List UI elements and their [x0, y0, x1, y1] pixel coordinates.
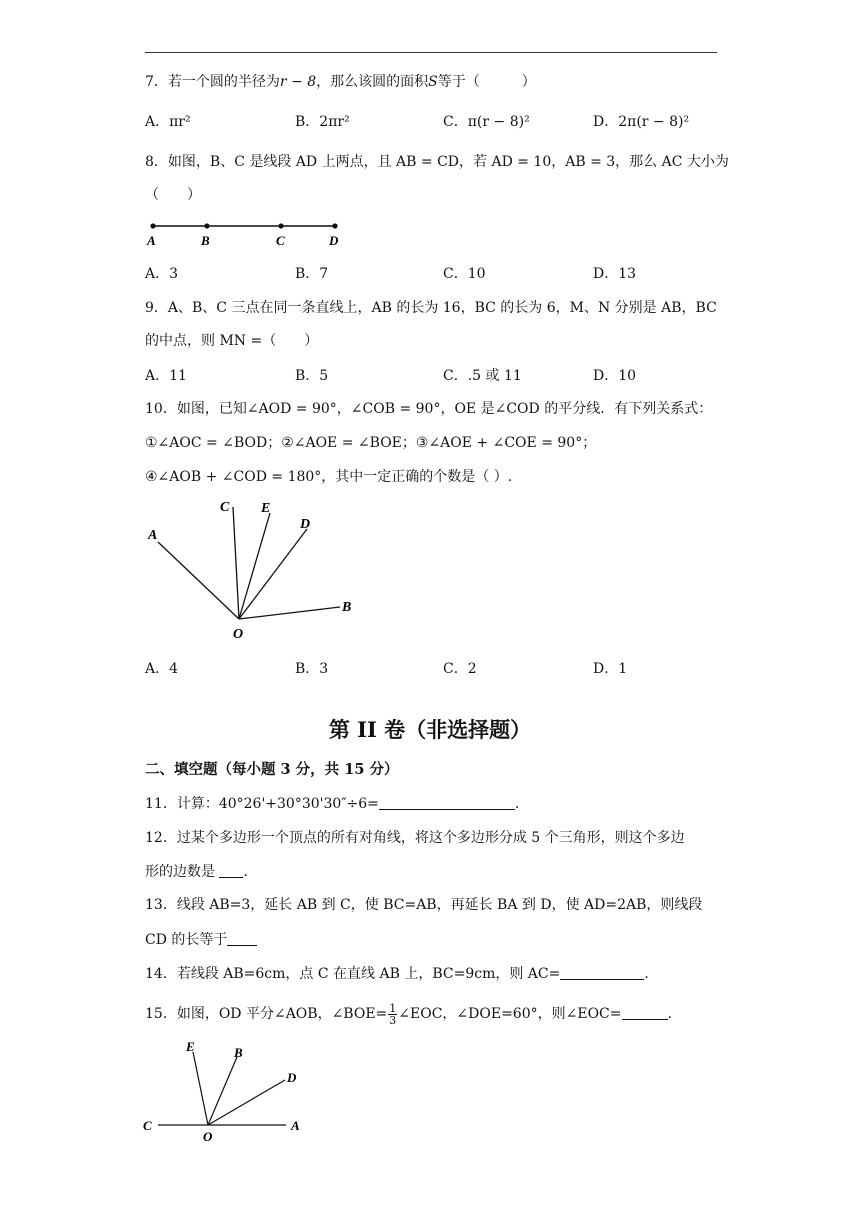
q7-option-d: D．2π(r − 8)²	[593, 114, 690, 130]
ray-ob	[208, 1057, 237, 1125]
q9-option-c: C．.5 或 11	[443, 368, 522, 384]
q8-stem-line1: 8．如图，B、C 是线段 AD 上两点，且 AB = CD，若 AD = 10，AB = 3，那么 AC 大小为	[145, 154, 729, 170]
point-b	[204, 223, 209, 228]
q13-stem-line1: 13．线段 AB=3，延长 AB 到 C，使 BC=AB，再延长 BA 到 D，使 AD=2AB，则线段	[145, 897, 703, 913]
q10-option-b: B．3	[295, 661, 329, 677]
q15-fraction: $\frac{1}{3}$	[389, 1001, 397, 1027]
label-d: D	[287, 1070, 297, 1085]
label-c: C	[276, 233, 285, 248]
label-e: E	[186, 1039, 195, 1054]
q15-stem: 15．如图，OD 平分∠AOB，∠BOE= $\frac{1}{3}$ ∠EOC，∠DOE=60°，则∠EOC= .	[145, 1001, 672, 1027]
ray-od	[208, 1080, 285, 1125]
ray-ob	[239, 607, 340, 619]
label-c: C	[143, 1118, 152, 1133]
q7-stem: 7．若一个圆的半径为r − 8，那么该圆的面积S等于（ ）	[145, 74, 536, 90]
label-b: B	[342, 600, 352, 615]
label-d: D	[300, 517, 311, 532]
q9-option-b: B．5	[295, 368, 329, 384]
label-a: A	[148, 528, 158, 543]
label-e: E	[261, 501, 271, 516]
q9-stem-line1: 9．A、B、C 三点在同一条直线上，AB 的长为 16，BC 的长为 6，M、N 分别是 AB，BC	[145, 300, 717, 316]
q11-stem: 11．计算：40°26'+30°30'30″÷6= .	[145, 796, 520, 812]
q8-option-c: C．10	[443, 266, 486, 282]
label-o: O	[203, 1129, 213, 1144]
q13-stem-line2: CD 的长等于	[145, 930, 257, 950]
label-d: D	[329, 233, 339, 248]
q13-answer-blank	[227, 931, 257, 946]
q8-segment-figure	[140, 215, 350, 251]
q8-stem-line2: （ ）	[145, 187, 201, 203]
q10-stem-line1: 10．如图，已知∠AOD = 90°，∠COB = 90°，OE 是∠COD 的平分线．有下列关系式：	[145, 401, 713, 417]
header-rule	[145, 52, 717, 53]
label-b: B	[234, 1045, 243, 1060]
q9-stem-line2: 的中点，则 MN =（ ）	[145, 333, 319, 349]
q15-answer-blank	[622, 1005, 668, 1020]
q12-stem-line2: 形的边数是 .	[145, 864, 248, 880]
point-d	[332, 223, 337, 228]
point-a	[150, 223, 155, 228]
q10-option-c: C．2	[443, 661, 477, 677]
label-a: A	[147, 233, 156, 248]
q11-answer-blank	[379, 795, 515, 810]
ray-oa	[158, 542, 239, 619]
q10-stem-line3: ④∠AOB + ∠COD = 180°，其中一定正确的个数是（ ）.	[145, 469, 513, 485]
q8-option-a: A．3	[145, 266, 179, 282]
q7-option-c: C．π(r − 8)²	[443, 114, 530, 130]
q8-option-b: B．7	[295, 266, 329, 282]
point-c	[278, 223, 283, 228]
q15-angle-figure	[140, 1035, 310, 1147]
q9-option-d: D．10	[593, 368, 637, 384]
ray-oe	[193, 1052, 208, 1125]
q14-answer-blank	[560, 965, 644, 980]
label-a: A	[291, 1118, 300, 1133]
section2-heading: 二、填空题（每小题 3 分，共 15 分）	[145, 761, 399, 778]
q12-answer-blank	[219, 863, 243, 878]
q8-option-d: D．13	[593, 266, 637, 282]
label-o: O	[233, 627, 244, 642]
q14-stem: 14．若线段 AB=6cm，点 C 在直线 AB 上，BC=9cm，则 AC= .	[145, 966, 649, 982]
part2-title: 第 II 卷（非选择题）	[328, 717, 532, 742]
q10-stem-line2: ①∠AOC = ∠BOD；②∠AOE = ∠BOE；③∠AOE + ∠COE = 90°；	[145, 435, 597, 451]
ray-oc	[233, 507, 239, 619]
q10-option-d: D．1	[593, 661, 628, 677]
q10-option-a: A．4	[145, 661, 179, 677]
q7-option-a: A．πr²	[145, 114, 191, 130]
q7-option-b: B．2πr²	[295, 114, 350, 130]
ray-oe	[239, 513, 270, 619]
q10-angle-figure	[140, 495, 370, 645]
ray-od	[239, 529, 307, 619]
q9-option-a: A．11	[145, 368, 187, 384]
label-c: C	[220, 500, 230, 515]
label-b: B	[201, 233, 210, 248]
q12-stem-line1: 12．过某个多边形一个顶点的所有对角线，将这个多边形分成 5 个三角形，则这个多边	[145, 830, 685, 846]
